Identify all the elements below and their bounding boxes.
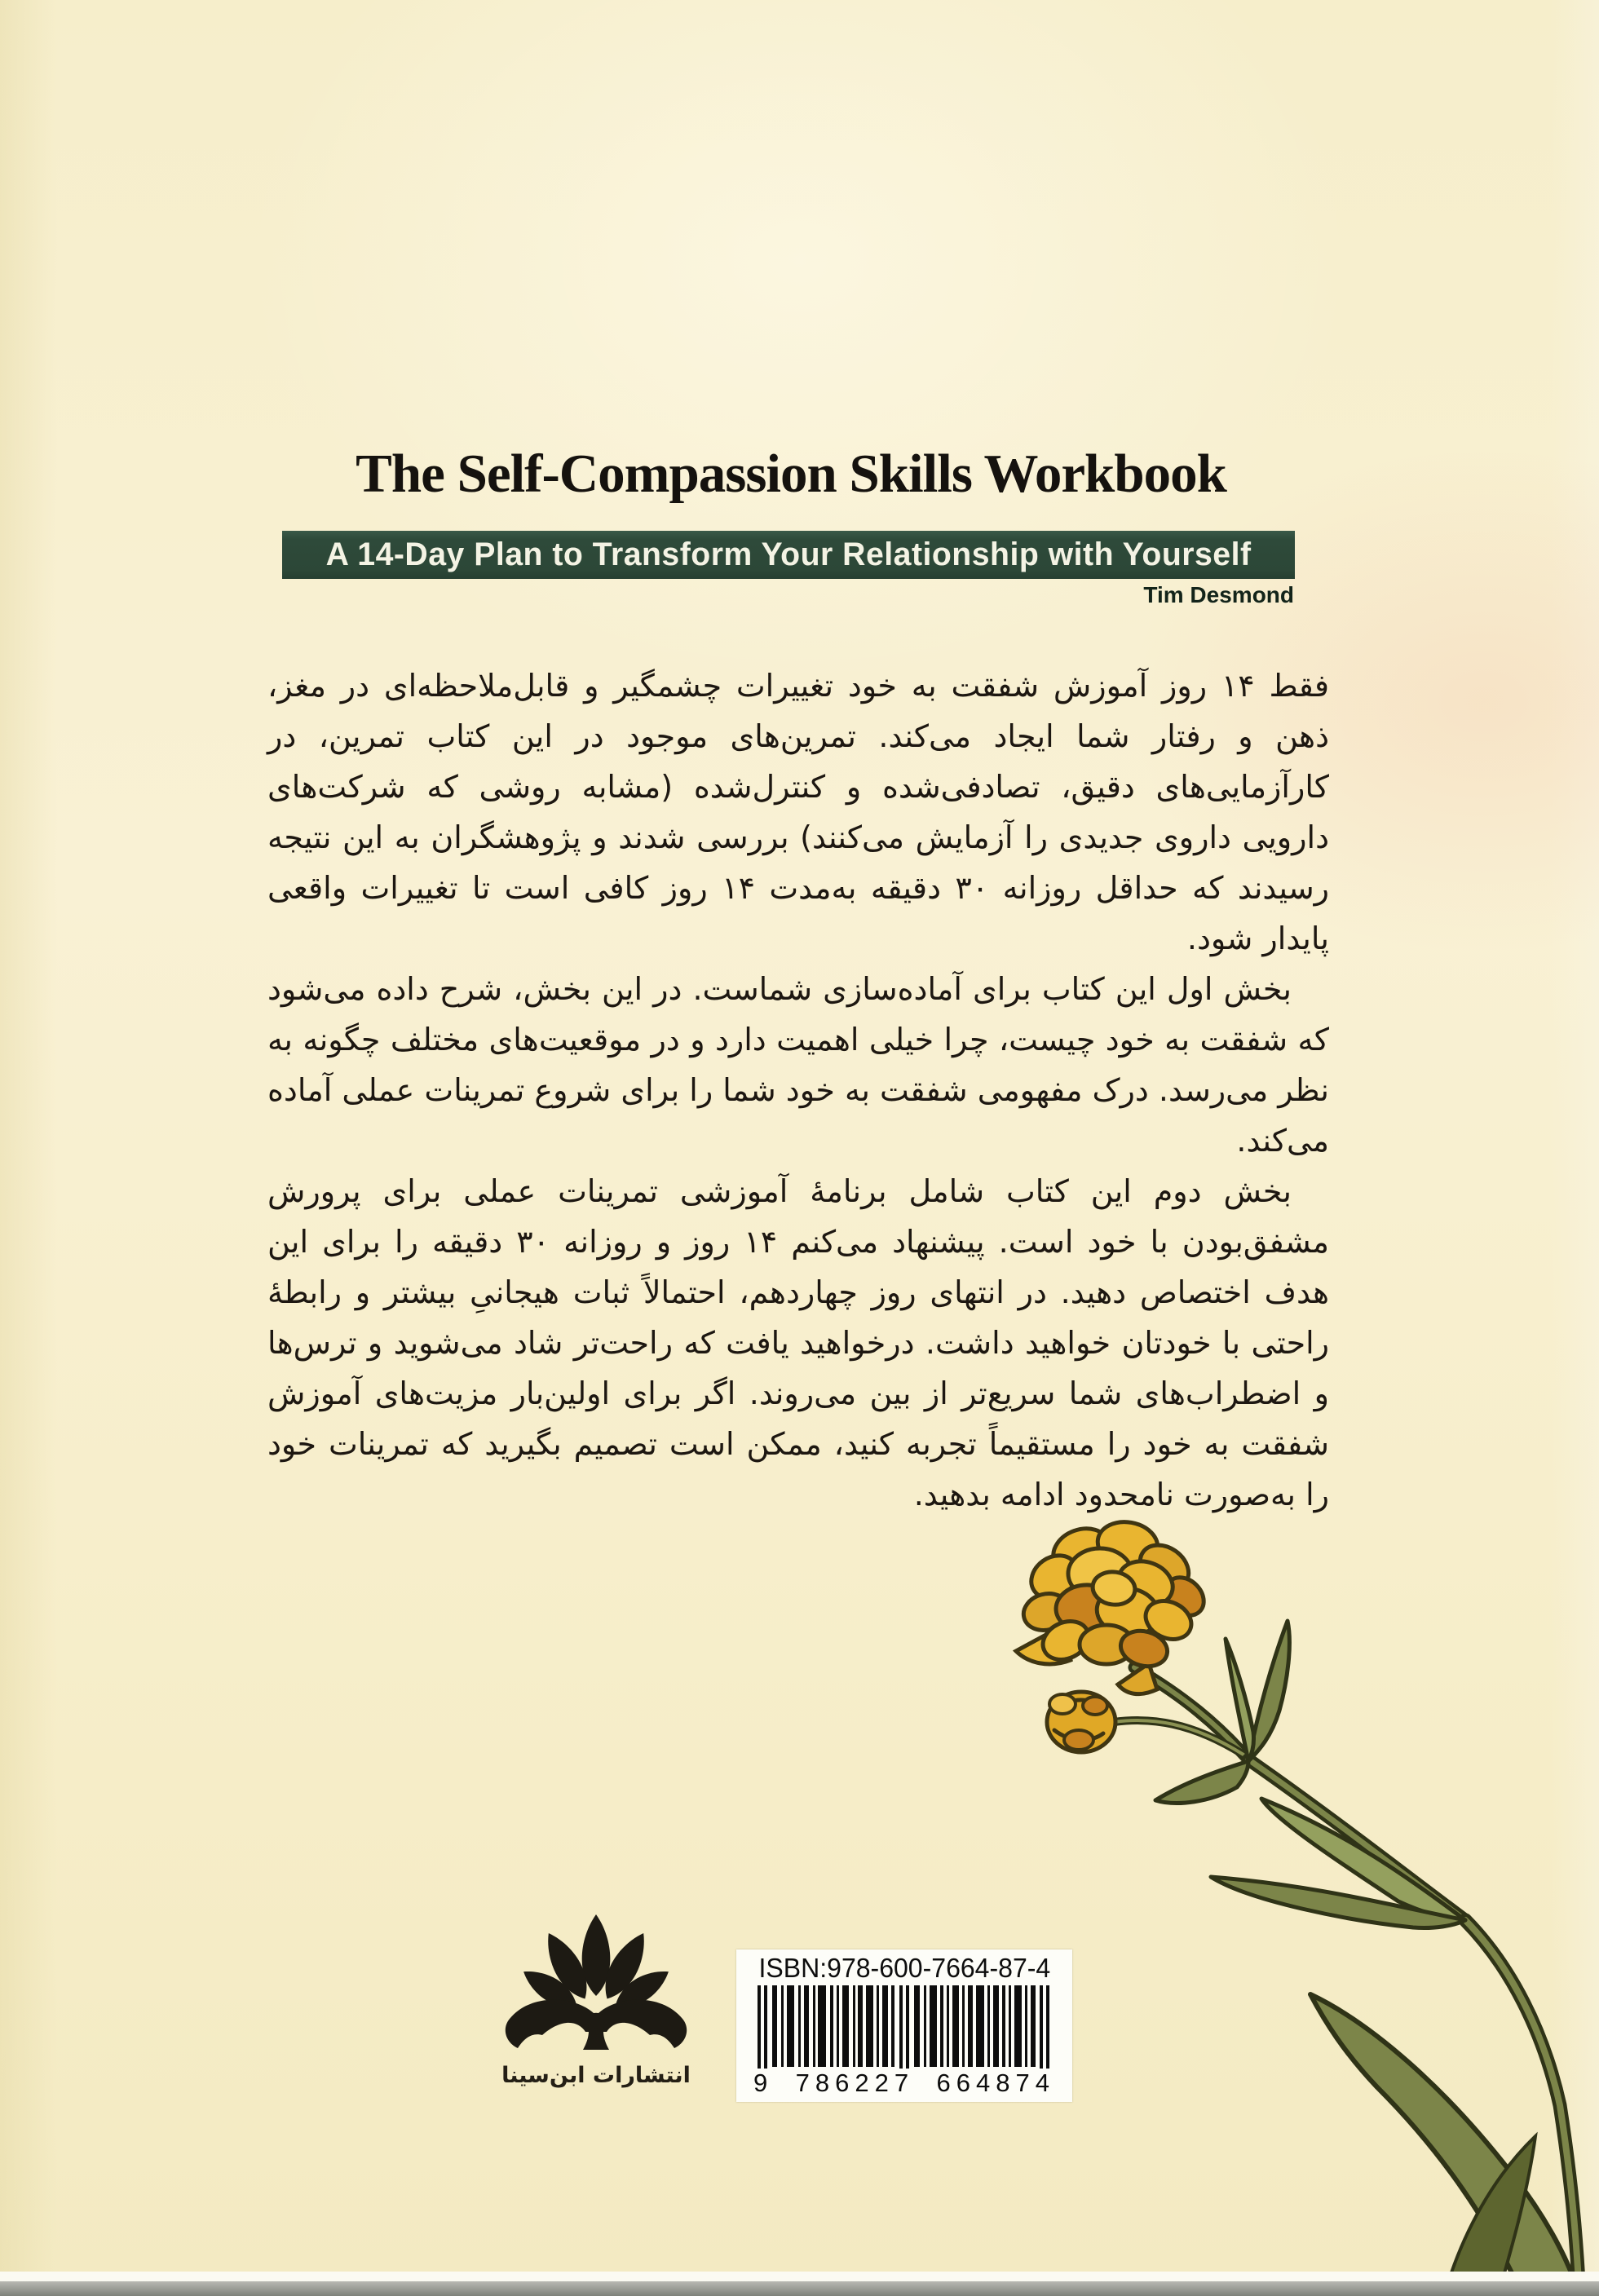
- barcode-digit-group: 9: [751, 2069, 775, 2098]
- isbn-box: [736, 1949, 1072, 2102]
- back-cover-blurb: [267, 660, 1329, 1520]
- blurb-paragraph-2: بخش اول این کتاب برای آماده‌سازی شماست. در این بخش، شرح داده می‌شود که شفقت به خود چیست، چرا خیلی اهمیت دارد و در موقعیت‌های مختلف چگونه به نظر می‌رسد. درک مفهومی شفقت به خود شما را برای شروع تمرینات عملی آماده می‌کند.: [267, 971, 1329, 1159]
- barcode: [751, 1985, 1058, 2100]
- blurb-paragraph-1: فقط ۱۴ روز آموزش شفقت به خود تغییرات چشمگیر و قابل‌ملاحظه‌ای در مغز، ذهن و رفتار شما ایجاد می‌کند. تمرین‌های موجود در این کتاب تمرین، در کارآزمایی‌های دقیق، تصادفی‌شده و کنترل‌شده (مشابه روشی که شرکت‌های دارویی داروی جدیدی را آزمایش می‌کنند) بررسی شدند و پژوهشگران به این نتیجه رسیدند که حداقل روزانه ۳۰ دقیقه به‌مدت ۱۴ روز کافی است تا تغییرات واقعی پایدار شود.: [267, 668, 1330, 956]
- barcode-digit-group: 664874: [934, 2069, 1058, 2098]
- barcode-digit-group: 786227: [793, 2069, 917, 2098]
- author-name: Tim Desmond: [1143, 582, 1294, 607]
- page-bottom-edge: [0, 2272, 1599, 2281]
- subtitle-banner: [282, 531, 1295, 579]
- publisher-logo: [494, 1896, 698, 2088]
- publisher-name: انتشارات ابن‌سینا: [501, 2063, 691, 2088]
- barcode-digits: [751, 2069, 1058, 2098]
- ibn-sina-palmette-logo-icon: [497, 1896, 696, 2056]
- book-title: The Self-Compassion Skills Workbook: [356, 444, 1226, 504]
- subtitle-text: A 14-Day Plan to Transform Your Relationship with Yourself: [325, 536, 1252, 572]
- isbn-label: ISBN:978-600-7664-87-4: [758, 1953, 1050, 1983]
- scan-background-strip: [0, 2281, 1599, 2296]
- blurb-paragraph-3: بخش دوم این کتاب شامل برنامهٔ آموزشی تمرینات عملی برای پرورش مشفق‌بودن با خود است. پیشنهاد می‌کنم ۱۴ روز و روزانه ۳۰ دقیقه را برای این هدف اختصاص دهید. در انتهای روز چهاردهم، احتمالاً ثبات هیجانیِ بیشتر و رابطهٔ راحتی با خودتان خواهید داشت. درخواهید یافت که راحت‌تر شاد می‌شوید و ترس‌ها و اضطراب‌های شما سریع‌تر از بین می‌روند. اگر برای اولین‌بار مزیت‌های آموزش شفقت به خود را مستقیماً تجربه کنید، ممکن است تصمیم بگیرید که تمرینات خود را به‌صورت نامحدود ادامه بدهید.: [267, 1173, 1330, 1512]
- buttercup-flower-icon: [1004, 1500, 1599, 2296]
